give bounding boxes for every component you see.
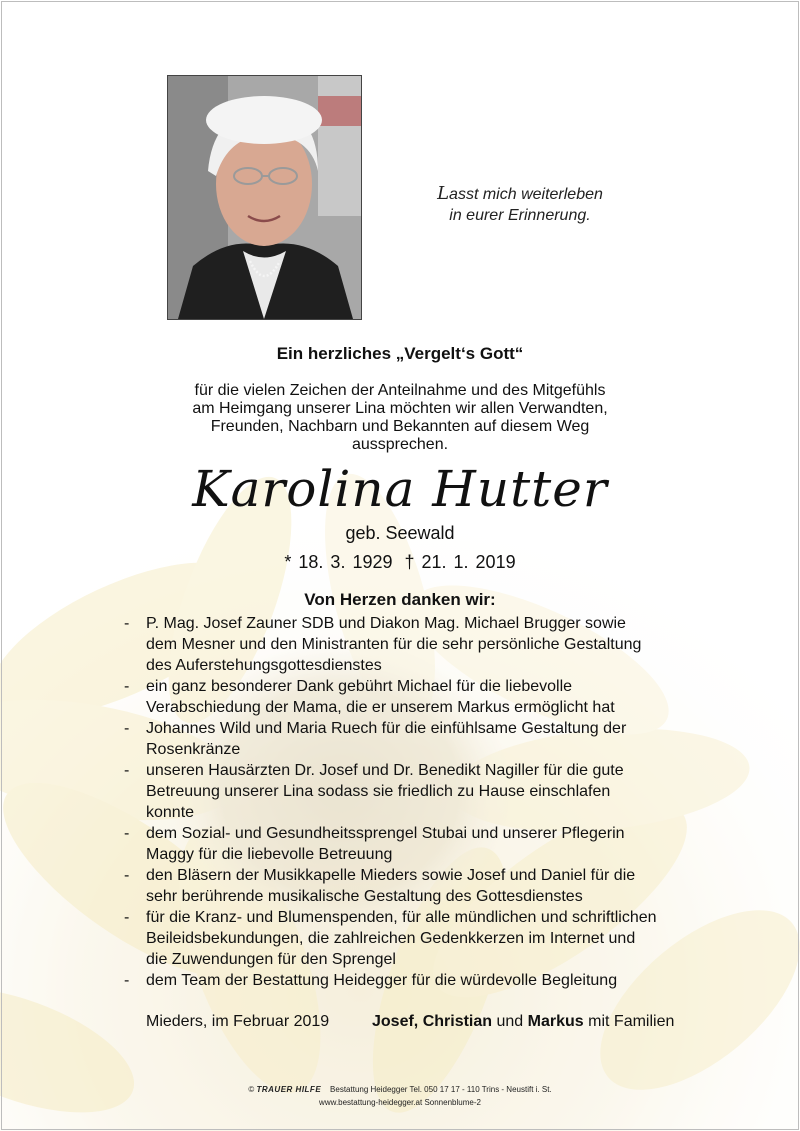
- memorial-quote: [405, 183, 635, 226]
- thanks-text: [150, 382, 650, 454]
- danken-list: [124, 613, 694, 991]
- quote-line-2: in eurer Erinnerung.: [449, 207, 591, 224]
- quote-initial: L: [437, 183, 450, 204]
- list-item: - Johannes Wild und Maria Ruech für die einfühlsame Gestaltung der Rosenkränze: [124, 720, 627, 758]
- signature-family: Josef, Christian und Markus mit Familien: [372, 1013, 675, 1030]
- thanks-line: für die vielen Zeichen der Anteilnahme und des Mitgefühls: [194, 382, 606, 399]
- footer-contact: Bestattung Heidegger Tel. 050 17 17 - 110 Trins - Neustift i. St.: [330, 1085, 552, 1094]
- life-dates: [0, 552, 800, 573]
- death-date: † 21. 1. 2019: [404, 552, 516, 572]
- footer-website: www.bestattung-heidegger.at Sonnenblume-2: [319, 1098, 481, 1107]
- danken-title: Von Herzen danken wir:: [304, 590, 496, 609]
- list-item: - unseren Hausärzten Dr. Josef und Dr. Benedikt Nagiller für die gute Betreuung unserer Lina sodass sie friedlich zu Hause einschlafen konnte: [124, 762, 624, 821]
- deceased-name: Karolina Hutter: [192, 460, 608, 518]
- list-item: - für die Kranz- und Blumenspenden, für alle mündlichen und schriftlichen Beileidsbekundungen, die zahlreichen Gedenkkerzen im Internet und die Zuwendungen für den Sprengel: [124, 909, 657, 968]
- list-item: - dem Team der Bestattung Heidegger für die würdevolle Begleitung: [124, 972, 618, 989]
- copyright-symbol: ©: [248, 1085, 255, 1094]
- portrait-photo: [167, 75, 362, 320]
- list-item: - dem Sozial- und Gesundheitssprengel Stubai und unserer Pflegerin Maggy für die liebevolle Betreuung: [124, 825, 625, 863]
- thanks-line: Freunden, Nachbarn und Bekannten auf diesem Weg: [210, 418, 590, 435]
- list-item: - P. Mag. Josef Zauner SDB und Diakon Mag. Michael Brugger sowie dem Mesner und den Ministranten für die sehr persönliche Gestaltung des Auferstehungsgottesdienstes: [124, 615, 642, 674]
- thanks-title: Ein herzliches „Vergelt‘s Gott“: [276, 344, 524, 363]
- birth-name: geb. Seewald: [345, 523, 455, 543]
- list-item: - den Bläsern der Musikkapelle Mieders sowie Josef und Daniel für die sehr berührende musikalische Gestaltung des Gottesdienstes: [124, 867, 636, 905]
- quote-line-1: asst mich weiterleben: [449, 186, 603, 203]
- footer: [0, 1083, 800, 1109]
- birth-date: * 18. 3. 1929: [284, 552, 393, 572]
- thanks-line: aussprechen.: [351, 436, 449, 453]
- trauerhilfe-logo: TRAUER HILFE: [256, 1085, 322, 1094]
- thanks-line: am Heimgang unserer Lina möchten wir allen Verwandten,: [192, 400, 608, 417]
- list-item: - ein ganz besonderer Dank gebührt Michael für die liebevolle Verabschiedung der Mama, die er unserem Markus ermöglicht hat: [124, 678, 615, 716]
- signature-place-date: Mieders, im Februar 2019: [146, 1013, 330, 1030]
